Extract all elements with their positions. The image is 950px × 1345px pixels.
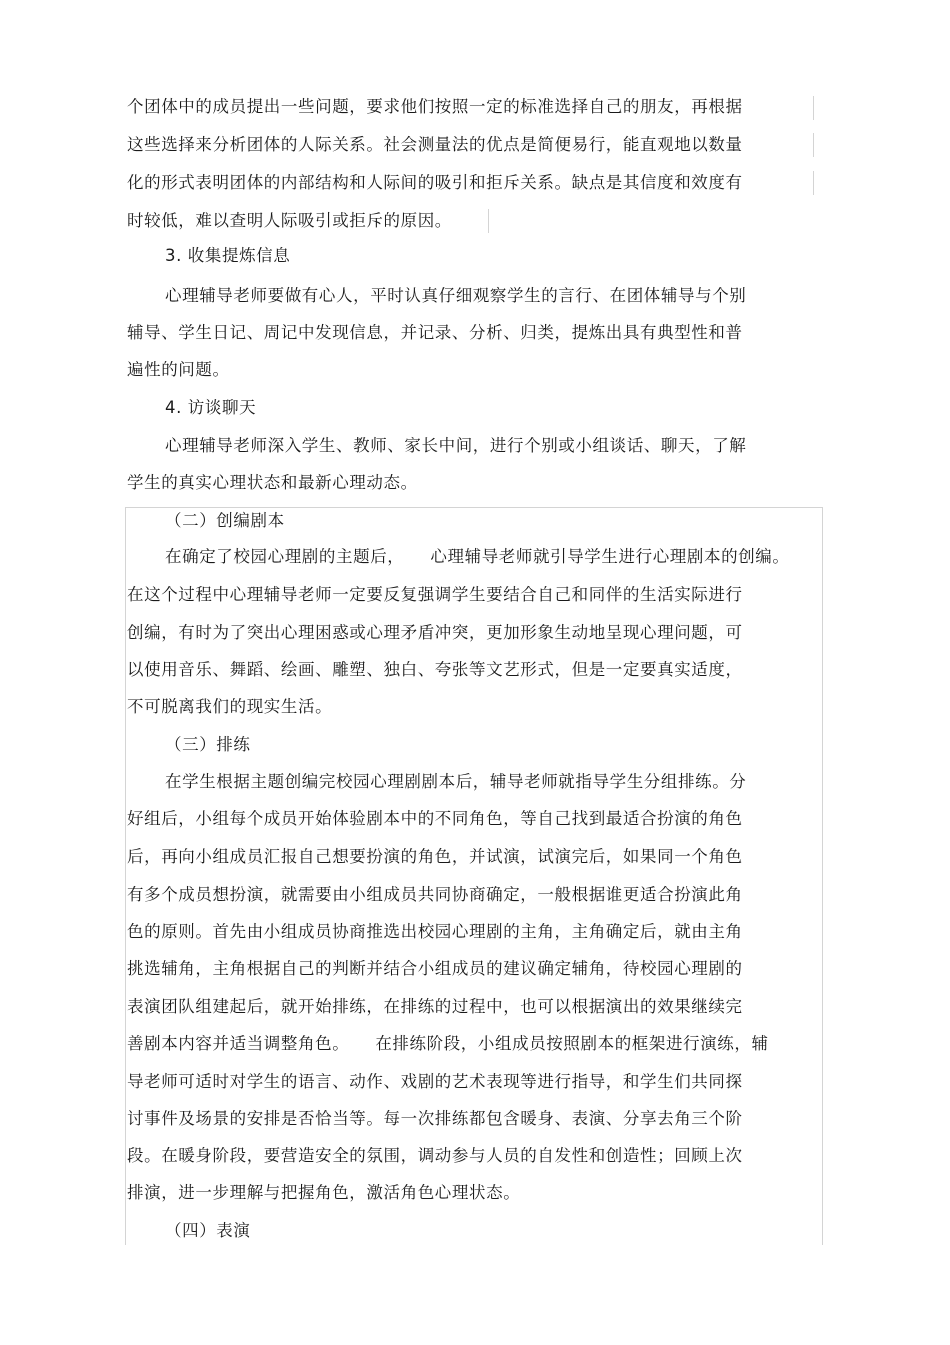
frame-line <box>813 171 814 195</box>
paragraph-line: 表演团队组建起后，就开始排练，在排练的过程中，也可以根据演出的效果继续完 <box>127 997 743 1016</box>
paragraph-line: 色的原则。首先由小组成员协商推选出校园心理剧的主角，主角确定后，就由主角 <box>127 922 743 941</box>
text-segment: 在排练阶段，小组成员按照剧本的框架进行演练，辅 <box>375 1034 769 1053</box>
paragraph-line: 在学生根据主题创编完校园心理剧剧本后，辅导老师就指导学生分组排练。分 <box>165 772 747 791</box>
paragraph-line: 时较低，难以查明人际吸引或拒斥的原因。 <box>127 211 452 230</box>
paragraph-line: 好组后，小组每个成员开始体验剧本中的不同角色，等自己找到最适合扮演的角色 <box>127 809 743 828</box>
paragraph-line: 个团体中的成员提出一些问题，要求他们按照一定的标准选择自己的朋友，再根据 <box>127 97 743 116</box>
paragraph-line: 后，再向小组成员汇报自己想要扮演的角色，并试演，试演完后，如果同一个角色 <box>127 847 743 866</box>
paragraph-line: 这些选择来分析团体的人际关系。社会测量法的优点是简便易行，能直观地以数量 <box>127 135 743 154</box>
section-heading-2: （二）创编剧本 <box>165 511 285 530</box>
paragraph-line: 挑选辅角，主角根据自己的判断并结合小组成员的建议确定辅角，待校园心理剧的 <box>127 959 743 978</box>
paragraph-line: 心理辅导老师要做有心人，平时认真仔细观察学生的言行、在团体辅导与个别 <box>165 286 747 305</box>
frame-line <box>822 507 823 1245</box>
paragraph-line: 讨事件及场景的安排是否恰当等。每一次排练都包含暖身、表演、分享去角三个阶 <box>127 1109 743 1128</box>
section-heading-4: （四）表演 <box>165 1221 251 1240</box>
section-heading-3: （三）排练 <box>165 735 251 754</box>
paragraph-line: 遍性的问题。 <box>127 360 230 379</box>
frame-line <box>125 507 823 508</box>
text-segment: 在确定了校园心理剧的主题后， <box>165 547 405 566</box>
subheading-4: 4. 访谈聊天 <box>165 398 257 417</box>
text-segment: 善剧本内容并适当调整角色。 <box>127 1034 350 1053</box>
paragraph-line: 有多个成员想扮演，就需要由小组成员共同协商确定，一般根据谁更适合扮演此角 <box>127 885 743 904</box>
paragraph-line: 学生的真实心理状态和最新心理动态。 <box>127 473 418 492</box>
frame-line <box>125 507 126 1245</box>
paragraph-line: 在这个过程中心理辅导老师一定要反复强调学生要结合自己和同伴的生活实际进行 <box>127 585 743 604</box>
subheading-3: 3. 收集提炼信息 <box>165 246 291 265</box>
paragraph-line: 辅导、学生日记、周记中发现信息，并记录、分析、归类，提炼出具有典型性和普 <box>127 323 743 342</box>
paragraph-line: 导老师可适时对学生的语言、动作、戏剧的艺术表现等进行指导，和学生们共同探 <box>127 1072 743 1091</box>
frame-line <box>813 133 814 157</box>
paragraph-line: 以使用音乐、舞蹈、绘画、雕塑、独白、夸张等文艺形式，但是一定要真实适度， <box>127 660 743 679</box>
paragraph-line: 创编，有时为了突出心理困惑或心理矛盾冲突，更加形象生动地呈现心理问题，可 <box>127 623 743 642</box>
paragraph-line <box>165 546 790 568</box>
text-segment: 心理辅导老师就引导学生进行心理剧本的创编。 <box>430 547 790 566</box>
frame-line <box>488 209 489 233</box>
paragraph-line: 心理辅导老师深入学生、教师、家长中间，进行个别或小组谈话、聊天，了解 <box>165 436 747 455</box>
frame-line <box>813 96 814 120</box>
paragraph-line <box>127 1033 769 1055</box>
paragraph-line: 排演，进一步理解与把握角色，激活角色心理状态。 <box>127 1183 521 1202</box>
paragraph-line: 不可脱离我们的现实生活。 <box>127 697 333 716</box>
paragraph-line: 段。在暖身阶段，要营造安全的氛围，调动参与人员的自发性和创造性；回顾上次 <box>127 1146 743 1165</box>
paragraph-line: 化的形式表明团体的内部结构和人际间的吸引和拒斥关系。缺点是其信度和效度有 <box>127 173 743 192</box>
